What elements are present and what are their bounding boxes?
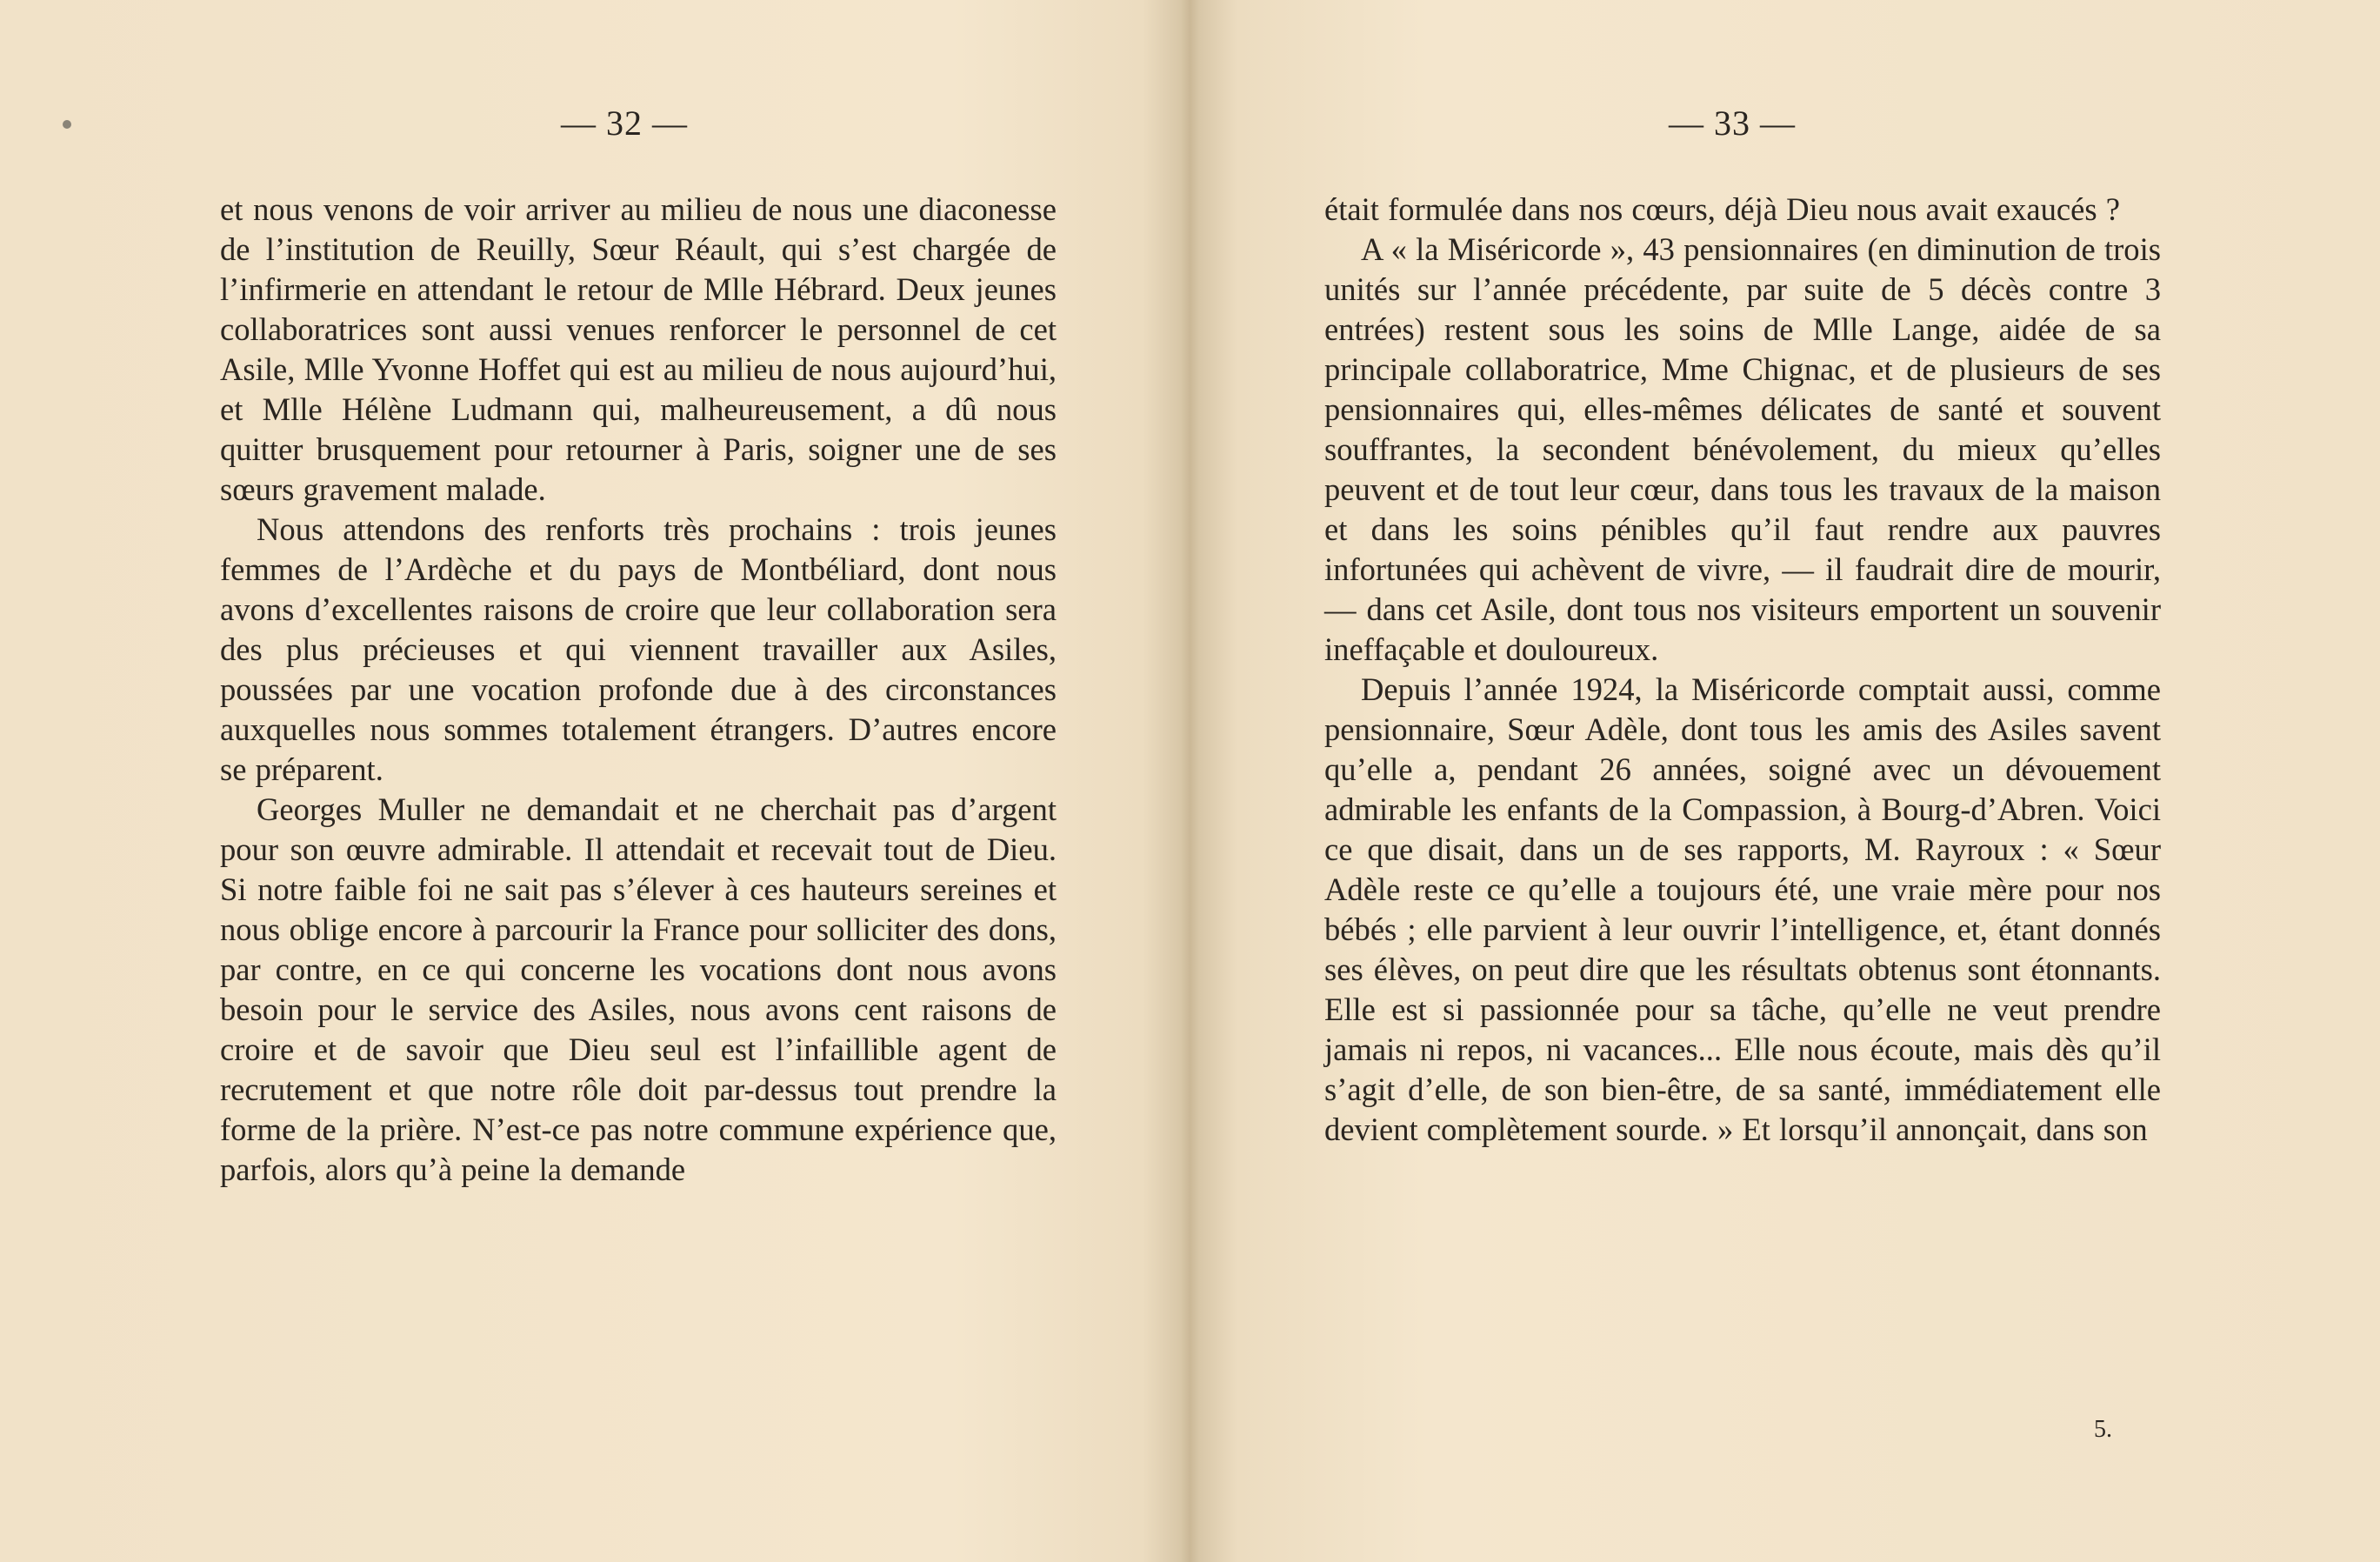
left-page-text [220,190,1057,1190]
right-page [1197,0,2380,1562]
paragraph: Nous attendons des renforts très prochains : trois jeunes femmes de l’Ardèche et du pays de Montbéliard, dont nous avons d’excellentes raisons de croire que leur collaboration sera des plus précieuses et qui viennent travailler aux Asiles, poussées par une vocation profonde due à des circonstances auxquelles nous sommes totalement étrangers. D’autres encore se préparent. [220,511,1057,787]
paragraph: Depuis l’année 1924, la Miséricorde comptait aussi, comme pensionnaire, Sœur Adèle, dont tous les amis des Asiles savent qu’elle a, pendant 26 années, soigné avec un dévouement admirable les enfants de la Compassion, à Bourg-d’Abren. Voici ce que disait, dans un de ses rapports, M. Rayroux : « Sœur Adèle reste ce qu’elle a toujours été, une vraie mère pour nos bébés ; elle parvient à leur ouvrir l’intelligence, et, étant donnés ses élèves, on peut dire que les résultats obtenus sont étonnants. Elle est si passionnée pour sa tâche, qu’elle ne veut prendre jamais ni repos, ni vacances... Elle nous écoute, mais dès qu’il s’agit d’elle, de son bien-être, de sa santé, immédiatement elle devient complètement sourde. » Et lorsqu’il annonçait, dans son [1324,671,2161,1147]
paragraph: A « la Miséricorde », 43 pensionnaires (en diminution de trois unités sur l’année précédente, par suite de 5 décès contre 3 entrées) restent sous les soins de Mlle Lange, aidée de sa principale collaboratrice, Mme Chignac, et de plusieurs de ses pensionnaires qui, elles-mêmes délicates de santé et souvent souffrantes, la secondent bénévolement, du mieux qu’elles peuvent et de tout leur cœur, dans tous les travaux de la maison et dans les soins pénibles qu’il faut rendre aux pauvres infortunées qui achèvent de vivre, — il faudrait dire de mourir, — dans cet Asile, dont tous nos visiteurs emportent un souvenir ineffaçable et douloureux. [1324,231,2161,667]
signature-mark: 5. [2094,1416,2112,1443]
page-number-right: — 33 — [1669,103,1796,143]
page-number-left: — 32 — [561,103,688,143]
paragraph: Georges Muller ne demandait et ne cherchait pas d’argent pour son œuvre admirable. Il attendait et recevait tout de Dieu. Si notre faible foi ne sait pas s’élever à ces hauteurs sereines et nous oblige encore à parcourir la France pour solliciter des dons, par contre, en ce qui concerne les vocations dont nous avons besoin pour le service des Asiles, nous avons cent raisons de croire et de savoir que Dieu seul est l’infaillible agent de recrutement et que notre rôle doit par-dessus tout prendre la forme de la prière. N’est-ce pas notre commune expérience que, parfois, alors qu’à peine la demande [220,791,1057,1187]
left-page [0,0,1183,1562]
paragraph: était formulée dans nos cœurs, déjà Dieu nous avait exaucés ? [1324,191,2120,227]
right-page-text [1324,190,2161,1150]
paragraph: et nous venons de voir arriver au milieu de nous une diaconesse de l’institution de Reuilly, Sœur Réault, qui s’est chargée de l’infirmerie en attendant le retour de Mlle Hébrard. Deux jeunes collaboratrices sont aussi venues renforcer le personnel de cet Asile, Mlle Yvonne Hoffet qui est au milieu de nous aujourd’hui, et Mlle Hélène Ludmann qui, malheureusement, a dû nous quitter brusquement pour retourner à Paris, soigner une de ses sœurs gravement malade. [220,191,1057,507]
